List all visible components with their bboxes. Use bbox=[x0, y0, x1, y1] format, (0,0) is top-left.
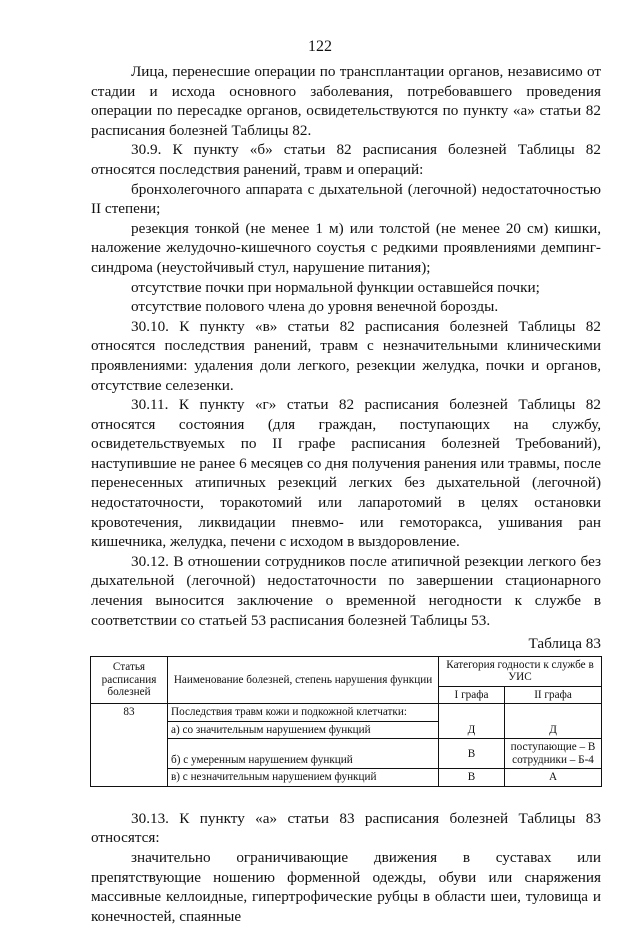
paragraph: отсутствие почки при нормальной функции оставшейся почки; bbox=[131, 278, 540, 296]
header-name: Наименование болезней, степень нарушения функции bbox=[168, 656, 439, 704]
row-c-name: в) с незначительным нарушением функций bbox=[168, 769, 439, 787]
row-c-column-2: А bbox=[505, 769, 602, 787]
paragraph: значительно ограничивающие движения в суставах или препятствующие ношению форменной одежды, обуви или снаряжения массивные келлоидные, гипертрофические рубцы в области шеи, туловища и конечностей, спаянные bbox=[91, 849, 601, 925]
table-83 bbox=[90, 656, 602, 787]
paragraph: 30.13. К пункту «а» статьи 83 расписания болезней Таблицы 83 относятся: bbox=[91, 809, 601, 847]
paragraph: 30.11. К пункту «г» статьи 82 расписания болезней Таблицы 82 относятся состояния (для граждан, поступающих на службу, освидетельствуемых по II графе расписания болезней Требований), наступившие не ранее 6 месяцев со дня получения ранения или травмы, после перенесенных атипичных резекций легких без дыхательной (легочной) недостаточности, торакотомий или лапаротомий в целях остановки кровотечения, ликвидации пневмо- или гемоторакса, ушивания ран кишечника, желудка, печени с исходом в выздоровление. bbox=[91, 396, 601, 551]
table-row bbox=[91, 704, 602, 722]
paragraph: бронхолегочного аппарата с дыхательной (легочной) недостаточностью II степени; bbox=[91, 180, 601, 218]
paragraph: 30.10. К пункту «в» статьи 82 расписания болезней Таблицы 82 относятся последствия ранений, травм с незначительными клиническими проявлениями: удаления доли легкого, резекции желудка, почки и органов, отсутствие селезенки. bbox=[91, 317, 601, 394]
table-row bbox=[91, 739, 602, 769]
paragraph: отсутствие полового члена до уровня венечной борозды. bbox=[131, 298, 499, 316]
group-title: Последствия травм кожи и подкожной клетчатки: bbox=[168, 704, 439, 722]
header-category: Категория годности к службе в УИС bbox=[439, 656, 602, 686]
row-a-column-2: Д bbox=[505, 704, 602, 739]
paragraph: резекция тонкой (не менее 1 м) или толстой (не менее 20 см) кишки, наложение желудочно-кишечного соустья с редкими проявлениями демпинг-синдрома (неустойчивый стул, нарушение питания); bbox=[91, 219, 601, 276]
article-number: 83 bbox=[91, 704, 168, 787]
row-b-name: б) с умеренным нарушением функций bbox=[168, 739, 439, 769]
row-b-column-2: поступающие – В сотрудники – Б-4 bbox=[505, 739, 602, 769]
header-column-2: II графа bbox=[505, 686, 602, 704]
table-caption: Таблица 83 bbox=[528, 635, 601, 653]
page-number: 122 bbox=[308, 38, 332, 55]
paragraph: 30.12. В отношении сотрудников после атипичной резекции легкого без дыхательной (легочной) недостаточности по завершении стационарного лечения выносится заключение о временной негодности к службе в соответствии со статьей 53 расписания болезней Таблицы 53. bbox=[91, 552, 601, 629]
table-header-row bbox=[91, 656, 602, 686]
table-row bbox=[91, 769, 602, 787]
row-a-name: а) со значительным нарушением функций bbox=[168, 721, 439, 739]
row-a-column-1: Д bbox=[439, 704, 505, 739]
row-b-column-1: В bbox=[439, 739, 505, 769]
header-column-1: I графа bbox=[439, 686, 505, 704]
paragraph: Лица, перенесшие операции по трансплантации органов, независимо от стадии и исхода основного заболевания, потребовавшего проведения операции по пересадке органов, освидетельствуются по пункту «а» статьи 82 расписания болезней Таблицы 82. bbox=[91, 63, 601, 139]
document-body bbox=[91, 62, 601, 926]
row-c-column-1: В bbox=[439, 769, 505, 787]
paragraph: 30.9. К пункту «б» статьи 82 расписания болезней Таблицы 82 относятся последствия ранений, травм и операций: bbox=[91, 141, 601, 178]
header-article: Статья расписания болезней bbox=[91, 656, 168, 704]
